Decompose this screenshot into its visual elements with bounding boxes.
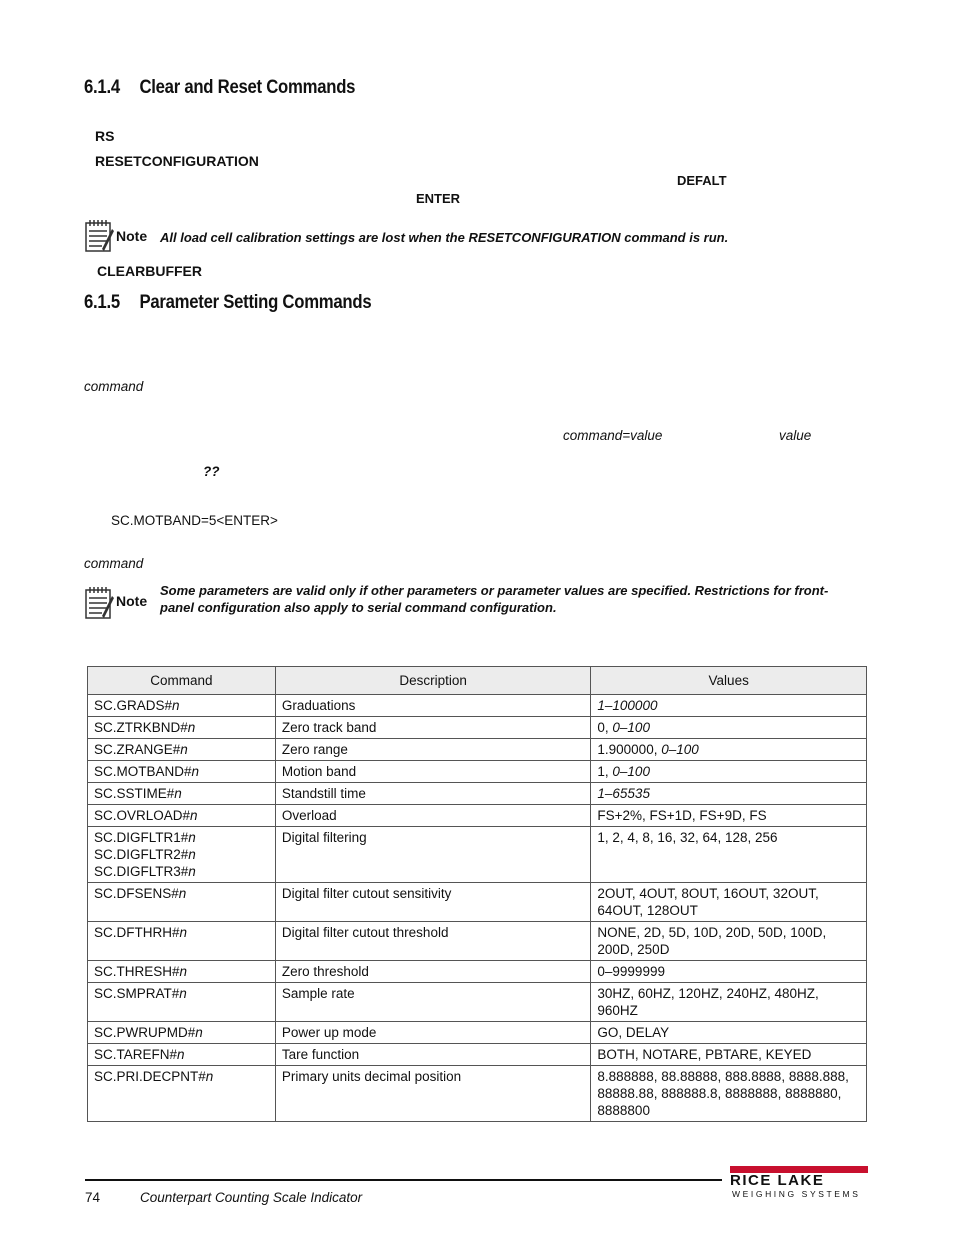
command-line: SC.OVRLOAD#n — [94, 808, 198, 823]
cell-description: Primary units decimal position — [275, 1066, 591, 1122]
command-line: SC.DIGFLTR3#n — [94, 864, 196, 879]
command-line: SC.ZTRKBND#n — [94, 720, 196, 735]
command-line: SC.TAREFN#n — [94, 1047, 185, 1062]
command-line: SC.SMPRAT#n — [94, 986, 187, 1001]
column-header-values: Values — [591, 667, 867, 695]
cell-description: Digital filtering — [275, 827, 591, 883]
cell-values: 8.888888, 88.88888, 888.8888, 8888.888, 88888.88, 888888.8, 8888888, 8888880, 8888800 — [591, 1066, 867, 1122]
command-line: SC.PRI.DECPNT#n — [94, 1069, 214, 1084]
cell-command — [88, 761, 276, 783]
cell-description: Sample rate — [275, 983, 591, 1022]
cell-command — [88, 805, 276, 827]
cell-command — [88, 1066, 276, 1122]
logo-brand: RICE LAKE — [730, 1172, 825, 1189]
section-number: 6.1.4 — [84, 77, 120, 98]
command-rs: RS — [95, 128, 115, 144]
command-line: SC.THRESH#n — [94, 964, 188, 979]
note-label: Note — [116, 593, 148, 609]
command-clearbuffer: CLEARBUFFER — [97, 263, 202, 279]
cell-values: 30HZ, 60HZ, 120HZ, 240HZ, 480HZ, 960HZ — [591, 983, 867, 1022]
example-command: SC.MOTBAND=5<ENTER> — [111, 513, 278, 528]
term-command: command — [84, 379, 144, 394]
cell-values: BOTH, NOTARE, PBTARE, KEYED — [591, 1044, 867, 1066]
cell-description: Graduations — [275, 695, 591, 717]
cell-values: 0–9999999 — [591, 961, 867, 983]
section-number: 6.1.5 — [84, 292, 120, 313]
cell-values: 1–65535 — [591, 783, 867, 805]
cell-command — [88, 1044, 276, 1066]
cell-description: Power up mode — [275, 1022, 591, 1044]
table-header-row — [88, 667, 867, 695]
command-line: SC.DIGFLTR2#n — [94, 847, 196, 862]
table-row — [88, 922, 867, 961]
cell-values: NONE, 2D, 5D, 10D, 20D, 50D, 100D, 200D, 250D — [591, 922, 867, 961]
cell-values: 2OUT, 4OUT, 8OUT, 16OUT, 32OUT, 64OUT, 128OUT — [591, 883, 867, 922]
document-title: Counterpart Counting Scale Indicator — [140, 1190, 363, 1205]
command-line: SC.SSTIME#n — [94, 786, 182, 801]
cell-command — [88, 961, 276, 983]
cell-description: Standstill time — [275, 783, 591, 805]
table-row — [88, 805, 867, 827]
command-resetconfiguration: RESETCONFIGURATION — [95, 153, 259, 169]
table-row — [88, 695, 867, 717]
note-box-1 — [84, 219, 784, 255]
command-line: SC.GRADS#n — [94, 698, 180, 713]
cell-description: Tare function — [275, 1044, 591, 1066]
cell-command — [88, 783, 276, 805]
cell-description: Zero track band — [275, 717, 591, 739]
rice-lake-logo — [730, 1166, 868, 1200]
cell-description: Zero threshold — [275, 961, 591, 983]
cell-description: Digital filter cutout threshold — [275, 922, 591, 961]
column-header-command: Command — [88, 667, 276, 695]
table-row — [88, 783, 867, 805]
cell-description: Zero range — [275, 739, 591, 761]
note-text-line1: Some parameters are valid only if other parameters or parameter values are specified. Restrictions for front- — [160, 583, 829, 598]
note-box-2 — [84, 582, 884, 622]
table-row — [88, 739, 867, 761]
cell-command — [88, 922, 276, 961]
term-command-2: command — [84, 556, 144, 571]
cell-command — [88, 695, 276, 717]
table-row — [88, 761, 867, 783]
command-line: SC.MOTBAND#n — [94, 764, 200, 779]
section-title: Clear and Reset Commands — [139, 77, 356, 98]
term-value: value — [779, 428, 812, 443]
parameter-table — [87, 666, 867, 1122]
section-heading-615 — [84, 292, 371, 314]
table-row — [88, 961, 867, 983]
page-number: 74 — [85, 1190, 101, 1205]
table-row — [88, 1066, 867, 1122]
footer-rule — [85, 1179, 722, 1181]
table-row — [88, 1022, 867, 1044]
note-pad-icon — [84, 586, 114, 620]
command-line: SC.ZRANGE#n — [94, 742, 188, 757]
cell-description: Digital filter cutout sensitivity — [275, 883, 591, 922]
note-text-line2: panel configuration also apply to serial command configuration. — [160, 600, 557, 615]
note-text: All load cell calibration settings are lost when the RESETCONFIGURATION command is run. — [160, 230, 729, 245]
note-pad-icon — [84, 219, 114, 253]
cell-values: GO, DELAY — [591, 1022, 867, 1044]
command-line: SC.DIGFLTR1#n — [94, 830, 196, 845]
cell-command — [88, 827, 276, 883]
cell-values: 1, 2, 4, 8, 16, 32, 64, 128, 256 — [591, 827, 867, 883]
command-line: SC.DFTHRH#n — [94, 925, 188, 940]
table-row — [88, 717, 867, 739]
cell-command — [88, 983, 276, 1022]
cell-command — [88, 739, 276, 761]
command-defalt: DEFALT — [677, 173, 727, 188]
table-row — [88, 827, 867, 883]
logo-subtitle: WEIGHING SYSTEMS — [732, 1189, 861, 1199]
cell-description: Motion band — [275, 761, 591, 783]
cell-values: 0, 0–100 — [591, 717, 867, 739]
section-heading-614 — [84, 77, 355, 99]
table-row — [88, 1044, 867, 1066]
cell-command — [88, 717, 276, 739]
table-body — [88, 695, 867, 1122]
section-title: Parameter Setting Commands — [139, 292, 372, 313]
cell-values: 1–100000 — [591, 695, 867, 717]
note-label: Note — [116, 228, 148, 244]
cell-values: 1.900000, 0–100 — [591, 739, 867, 761]
cell-description: Overload — [275, 805, 591, 827]
term-command-eq-value: command=value — [563, 428, 663, 443]
cell-values: 1, 0–100 — [591, 761, 867, 783]
command-line: SC.DFSENS#n — [94, 886, 187, 901]
cell-command — [88, 1022, 276, 1044]
cell-command — [88, 883, 276, 922]
term-query: ?? — [203, 464, 220, 479]
cell-values: FS+2%, FS+1D, FS+9D, FS — [591, 805, 867, 827]
key-enter: ENTER — [416, 191, 461, 206]
table-row — [88, 983, 867, 1022]
command-line: SC.PWRUPMD#n — [94, 1025, 203, 1040]
column-header-description: Description — [275, 667, 591, 695]
table-row — [88, 883, 867, 922]
